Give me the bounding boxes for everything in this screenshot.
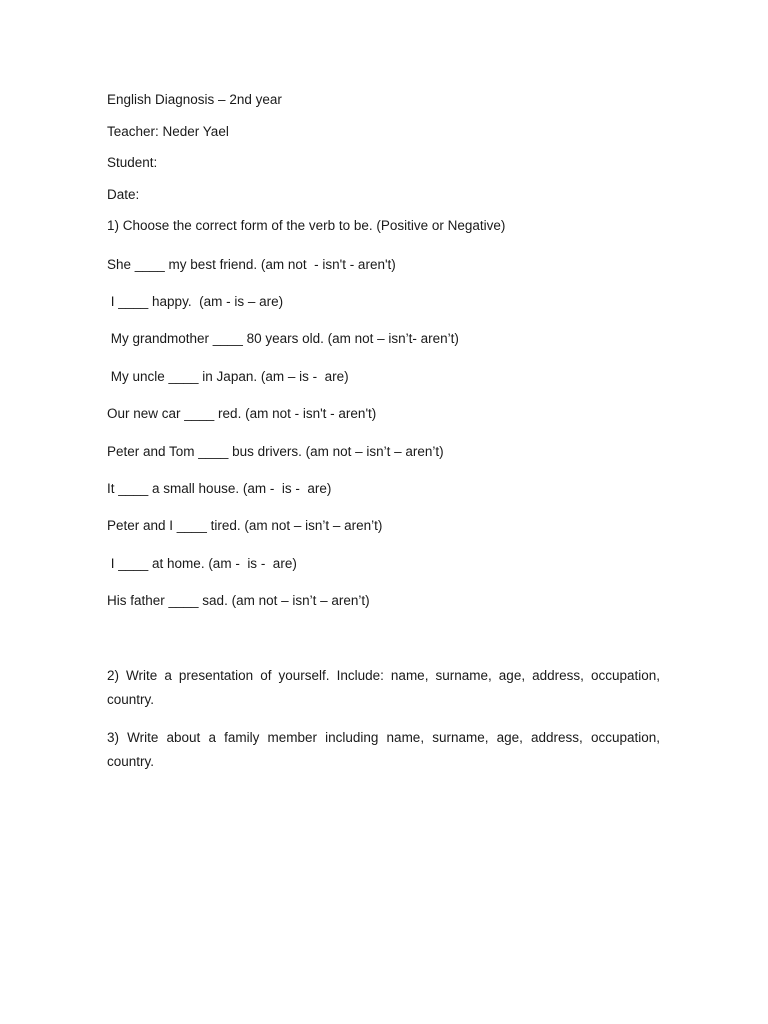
exercise-1-item: I ____ at home. (am - is - are) bbox=[107, 556, 297, 571]
exercise-1-item: I ____ happy. (am - is – are) bbox=[107, 294, 284, 309]
date-line: Date: bbox=[107, 187, 140, 202]
exercise-1-item: Peter and Tom ____ bus drivers. (am not – isn’t – aren’t) bbox=[107, 444, 444, 459]
exercise-1-instruction: 1) Choose the correct form of the verb to be. (Positive or Negative) bbox=[107, 218, 506, 233]
exercise-1-item: She ____ my best friend. (am not - isn't - aren't) bbox=[107, 257, 396, 272]
exercise-1-item: My grandmother ____ 80 years old. (am not – isn’t- aren’t) bbox=[107, 331, 459, 346]
student-line: Student: bbox=[107, 155, 158, 170]
exercise-1-item: Peter and I ____ tired. (am not – isn’t – aren’t) bbox=[107, 518, 383, 533]
exercise-3-instruction: 3) Write about a family member including name, surname, age, address, occupation, country. bbox=[107, 730, 660, 769]
exercise-1-item: Our new car ____ red. (am not - isn't - aren't) bbox=[107, 406, 377, 421]
exercise-1-item: It ____ a small house. (am - is - are) bbox=[107, 481, 332, 496]
exercise-1-item: My uncle ____ in Japan. (am – is - are) bbox=[107, 369, 349, 384]
exercise-1-item: His father ____ sad. (am not – isn’t – aren’t) bbox=[107, 593, 370, 608]
document-title: English Diagnosis – 2nd year bbox=[107, 92, 282, 107]
teacher-line: Teacher: Neder Yael bbox=[107, 124, 229, 139]
exercise-2-instruction: 2) Write a presentation of yourself. Include: name, surname, age, address, occupation, country. bbox=[107, 668, 660, 707]
